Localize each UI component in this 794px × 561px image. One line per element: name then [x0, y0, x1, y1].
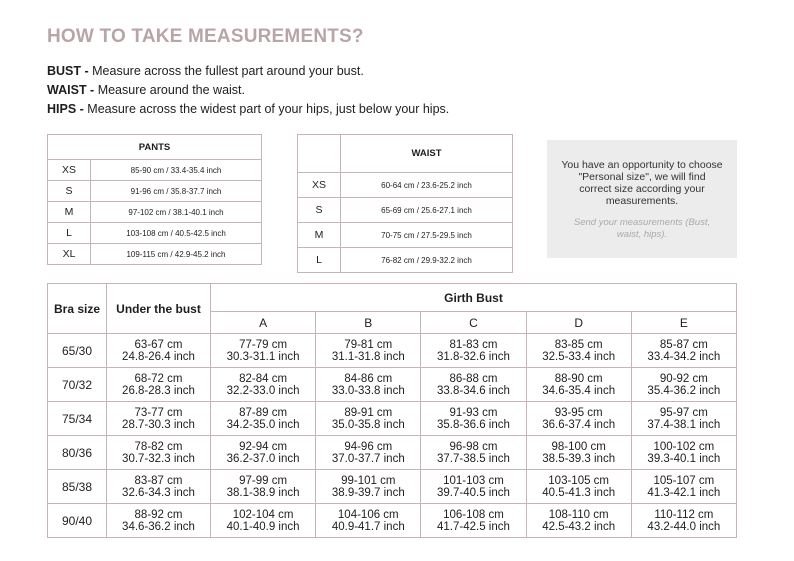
measurement-cm: 83-87 cm	[134, 474, 183, 487]
table-row	[48, 160, 262, 181]
bra-size-cell: 85/38	[48, 470, 107, 504]
girth-cell	[631, 436, 736, 470]
measurement-inch: 37.0-37.7 inch	[331, 452, 405, 465]
measurement-cm: 105-107 cm	[653, 474, 715, 487]
measurement-inch: 40.5-41.3 inch	[542, 486, 616, 499]
measurement-cm: 108-110 cm	[548, 508, 609, 521]
measurement-cm: 97-99 cm	[239, 474, 288, 487]
measurement-inch: 35.0-35.8 inch	[331, 418, 405, 431]
measurement-inch: 30.3-31.1 inch	[226, 350, 300, 363]
instruction-text: Measure across the widest part of your hips, just below your hips.	[83, 102, 450, 116]
measurement-cm: 91-93 cm	[449, 406, 498, 419]
size-cell: L	[298, 248, 341, 273]
instruction-bust	[47, 63, 364, 79]
measurement-cm: 85-87 cm	[659, 338, 708, 351]
measurement-inch: 43.2-44.0 inch	[647, 520, 721, 533]
table-row	[48, 402, 737, 436]
measurement-cell: 103-108 cm / 40.5-42.5 inch	[91, 223, 262, 244]
under-bust-cell	[107, 470, 211, 504]
girth-cell	[211, 334, 316, 368]
measurement-cm: 92-94 cm	[239, 440, 288, 453]
measurement-cm: 86-88 cm	[449, 372, 498, 385]
measurement-inch: 38.9-39.7 inch	[331, 486, 405, 499]
girth-cell	[631, 504, 736, 538]
table-row	[48, 470, 737, 504]
under-bust-header: Under the bust	[107, 284, 211, 334]
bra-table-body	[48, 334, 737, 538]
measurement-cm: 106-108 cm	[443, 508, 504, 521]
measurement-cell: 60-64 cm / 23.6-25.2 inch	[341, 173, 513, 198]
measurement-cm: 94-96 cm	[344, 440, 393, 453]
measurement-cm: 102-104 cm	[232, 508, 294, 521]
measurement-cell: 85-90 cm / 33.4-35.4 inch	[91, 160, 262, 181]
measurement-cm: 110-112 cm	[654, 508, 714, 521]
cup-header-e: E	[631, 312, 736, 334]
girth-cell	[211, 504, 316, 538]
cup-header-b: B	[316, 312, 421, 334]
girth-cell	[421, 504, 526, 538]
measurement-inch: 28.7-30.3 inch	[122, 418, 195, 431]
personal-size-message: You have an opportunity to choose "Personal size", we will find correct size according your measurements.	[561, 159, 723, 207]
measurement-cm: 93-95 cm	[554, 406, 603, 419]
measurement-cm: 99-101 cm	[341, 474, 396, 487]
girth-cell	[421, 436, 526, 470]
measurement-cm: 98-100 cm	[551, 440, 606, 453]
size-cell: XS	[298, 173, 341, 198]
girth-cell	[526, 334, 631, 368]
girth-cell	[211, 402, 316, 436]
measurement-cm: 95-97 cm	[659, 406, 708, 419]
table-row	[298, 248, 513, 273]
bra-size-cell: 90/40	[48, 504, 107, 538]
size-cell: XL	[48, 244, 91, 265]
bra-size-cell: 65/30	[48, 334, 107, 368]
measurement-cm: 84-86 cm	[344, 372, 393, 385]
instruction-label: BUST -	[47, 64, 89, 78]
measurement-inch: 38.5-39.3 inch	[542, 452, 616, 465]
girth-cell	[631, 470, 736, 504]
page-title: HOW TO TAKE MEASUREMENTS?	[47, 26, 364, 47]
measurement-cm: 96-98 cm	[449, 440, 498, 453]
measurement-cell: 70-75 cm / 27.5-29.5 inch	[341, 223, 513, 248]
measurement-inch: 34.6-36.2 inch	[122, 520, 195, 533]
under-bust-cell	[107, 504, 211, 538]
measurement-inch: 26.8-28.3 inch	[122, 384, 195, 397]
measurement-inch: 35.4-36.2 inch	[647, 384, 721, 397]
instruction-text: Measure across the fullest part around your bust.	[88, 64, 364, 78]
bra-size-cell: 70/32	[48, 368, 107, 402]
send-measurements-note: Send your measurements (Bust, waist, hips).	[573, 217, 711, 240]
instruction-text: Measure around the waist.	[94, 83, 245, 97]
measurement-inch: 37.7-38.5 inch	[437, 452, 510, 465]
waist-size-table	[297, 134, 513, 273]
girth-cell	[421, 402, 526, 436]
measurement-inch: 35.8-36.6 inch	[437, 418, 510, 431]
girth-cell	[421, 334, 526, 368]
measurement-cm: 100-102 cm	[653, 440, 715, 453]
measurement-cm: 90-92 cm	[659, 372, 708, 385]
girth-cell	[211, 470, 316, 504]
girth-cell	[211, 436, 316, 470]
measurement-inch: 33.0-33.8 inch	[331, 384, 405, 397]
measurement-cm: 101-103 cm	[443, 474, 504, 487]
table-row	[48, 181, 262, 202]
measurement-inch: 31.1-31.8 inch	[331, 350, 405, 363]
measurement-cm: 73-77 cm	[134, 406, 183, 419]
table-row	[298, 173, 513, 198]
girth-cell	[631, 334, 736, 368]
table-row	[298, 198, 513, 223]
instruction-label: HIPS -	[47, 102, 84, 116]
size-cell: M	[298, 223, 341, 248]
table-row	[48, 368, 737, 402]
measurement-inch: 37.4-38.1 inch	[647, 418, 721, 431]
measurement-cell: 65-69 cm / 25.6-27.1 inch	[341, 198, 513, 223]
pants-size-table	[47, 134, 262, 265]
bra-size-header: Bra size	[48, 284, 107, 334]
measurement-cm: 77-79 cm	[239, 338, 288, 351]
measurement-inch: 41.7-42.5 inch	[437, 520, 510, 533]
girth-cell	[316, 368, 421, 402]
table-row	[48, 334, 737, 368]
measurement-inch: 38.1-38.9 inch	[226, 486, 300, 499]
girth-cell	[316, 436, 421, 470]
girth-cell	[316, 402, 421, 436]
table-row	[298, 223, 513, 248]
measurement-inch: 41.3-42.1 inch	[647, 486, 721, 499]
measurement-cm: 88-90 cm	[554, 372, 603, 385]
measurement-inch: 33.4-34.2 inch	[647, 350, 721, 363]
measurement-inch: 30.7-32.3 inch	[122, 452, 195, 465]
measurement-inch: 31.8-32.6 inch	[437, 350, 510, 363]
measurement-inch: 32.6-34.3 inch	[122, 486, 195, 499]
measurement-cm: 82-84 cm	[239, 372, 288, 385]
under-bust-cell	[107, 436, 211, 470]
girth-cell	[316, 504, 421, 538]
girth-cell	[526, 368, 631, 402]
personal-size-info-box	[547, 140, 737, 258]
bra-size-cell: 75/34	[48, 402, 107, 436]
measurement-cm: 68-72 cm	[134, 372, 183, 385]
cup-header-d: D	[526, 312, 631, 334]
under-bust-cell	[107, 402, 211, 436]
measurement-cm: 87-89 cm	[239, 406, 288, 419]
pants-header: PANTS	[48, 135, 262, 160]
girth-cell	[316, 470, 421, 504]
measurement-inch: 39.3-40.1 inch	[647, 452, 721, 465]
measurement-inch: 36.2-37.0 inch	[226, 452, 300, 465]
girth-cell	[211, 368, 316, 402]
table-row	[48, 436, 737, 470]
table-row	[48, 202, 262, 223]
measurement-inch: 34.2-35.0 inch	[226, 418, 300, 431]
girth-cell	[526, 470, 631, 504]
measurement-inch: 32.5-33.4 inch	[542, 350, 616, 363]
measurement-cell: 76-82 cm / 29.9-32.2 inch	[341, 248, 513, 273]
measurement-cm: 88-92 cm	[134, 508, 183, 521]
waist-header-empty	[298, 135, 341, 173]
instruction-hips	[47, 101, 449, 117]
girth-cell	[421, 368, 526, 402]
girth-bust-header: Girth Bust	[211, 284, 737, 312]
measurement-inch: 39.7-40.5 inch	[437, 486, 510, 499]
cup-header-c: C	[421, 312, 526, 334]
measurement-cm: 78-82 cm	[134, 440, 183, 453]
measurement-cm: 63-67 cm	[134, 338, 183, 351]
measurement-cell: 91-96 cm / 35.8-37.7 inch	[91, 181, 262, 202]
measurement-cm: 104-106 cm	[337, 508, 399, 521]
table-row	[48, 223, 262, 244]
girth-cell	[631, 368, 736, 402]
measurement-inch: 42.5-43.2 inch	[542, 520, 616, 533]
girth-cell	[316, 334, 421, 368]
measurement-inch: 36.6-37.4 inch	[542, 418, 616, 431]
measurement-inch: 24.8-26.4 inch	[122, 350, 195, 363]
cup-header-a: A	[211, 312, 316, 334]
girth-cell	[526, 504, 631, 538]
measurement-inch: 40.1-40.9 inch	[226, 520, 300, 533]
table-row	[48, 244, 262, 265]
girth-cell	[631, 402, 736, 436]
measurement-cm: 89-91 cm	[344, 406, 393, 419]
instruction-waist	[47, 82, 245, 98]
bra-size-cell: 80/36	[48, 436, 107, 470]
measurement-cell: 109-115 cm / 42.9-45.2 inch	[91, 244, 262, 265]
measurement-cm: 81-83 cm	[449, 338, 498, 351]
girth-cell	[421, 470, 526, 504]
measurement-inch: 34.6-35.4 inch	[542, 384, 616, 397]
waist-header: WAIST	[341, 135, 513, 173]
measurement-inch: 33.8-34.6 inch	[437, 384, 510, 397]
measurement-inch: 32.2-33.0 inch	[226, 384, 300, 397]
measurement-cell: 97-102 cm / 38.1-40.1 inch	[91, 202, 262, 223]
under-bust-cell	[107, 334, 211, 368]
instruction-label: WAIST -	[47, 83, 95, 97]
girth-cell	[526, 402, 631, 436]
table-row	[48, 504, 737, 538]
measurement-cm: 79-81 cm	[344, 338, 393, 351]
under-bust-cell	[107, 368, 211, 402]
size-cell: M	[48, 202, 91, 223]
bra-size-table	[47, 283, 737, 538]
measurement-inch: 40.9-41.7 inch	[331, 520, 405, 533]
size-cell: S	[48, 181, 91, 202]
size-cell: S	[298, 198, 341, 223]
measurement-cm: 83-85 cm	[554, 338, 603, 351]
size-cell: L	[48, 223, 91, 244]
size-cell: XS	[48, 160, 91, 181]
measurement-cm: 103-105 cm	[548, 474, 610, 487]
girth-cell	[526, 436, 631, 470]
